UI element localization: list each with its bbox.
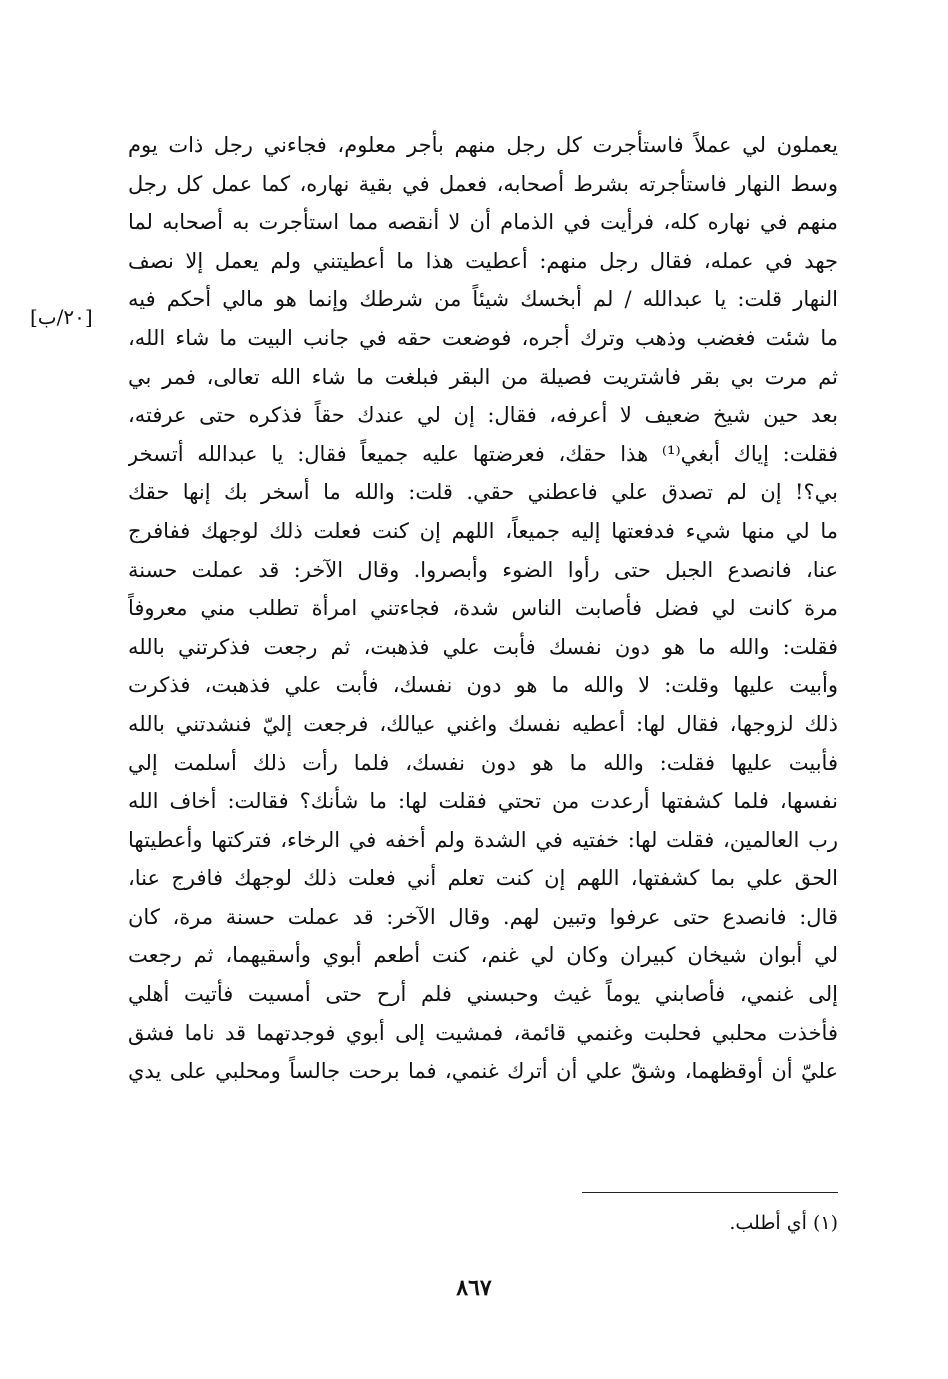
text-line: ما شئت فغضب وذهب وترك أجره، فوضعت حقه في جانب البيت ما شاء الله، bbox=[128, 325, 838, 350]
text-line: ذلك لزوجها، فقال لها: أعطيه نفسك واغني عيالك، فرجعت إليّ فنشدتني بالله bbox=[128, 711, 838, 736]
text-line: عنا، فانصدع الجبل حتى رأوا الضوء وأبصروا. وقال الآخر: قد عملت حسنة bbox=[128, 557, 838, 582]
text-line: وأبيت عليها وقلت: لا والله ما هو دون نفسك، فأبت علي فذهبت، فذكرت bbox=[128, 673, 838, 698]
footnote: (١) أي أطلب. bbox=[729, 1212, 838, 1234]
text-line: رب العالمين، فقلت لها: خفتيه في الشدة ولم أخفه في الرخاء، فتركتها وأعطيتها bbox=[128, 827, 838, 852]
text-line: فقلت: إياك أبغي⁽¹⁾ هذا حقك، فعرضتها عليه جميعاً فقال: يا عبدالله أتسخر bbox=[128, 441, 838, 466]
text-line: فقلت: والله ما هو دون نفسك فأبت علي فذهبت، ثم رجعت فذكرتني بالله bbox=[128, 634, 838, 659]
main-text-block bbox=[128, 126, 838, 1091]
text-line: عليّ أن أوقظهما، وشقّ علي أن أترك غنمي، فما برحت جالساً ومحلبي على يدي bbox=[128, 1059, 838, 1084]
text-line: فأخذت محلبي فحلبت وغنمي قائمة، فمشيت إلى أبوي فوجدتهما قد ناما فشق bbox=[128, 1020, 838, 1045]
text-line: مرة كانت لي فضل فأصابت الناس شدة، فجاءتني امرأة تطلب مني معروفاً bbox=[128, 596, 838, 621]
text-line: منهم في نهاره كله، فرأيت في الذمام أن لا أنقصه مما استأجرت به أصحابه لما bbox=[128, 210, 838, 235]
text-line: ما لي منها شيء فدفعتها إليه جميعاً، اللهم إن كنت فعلت ذلك لوجهك ففافرج bbox=[128, 518, 838, 543]
footnote-divider bbox=[582, 1192, 838, 1193]
text-line: وسط النهار فاستأجرته بشرط أصحابه، فعمل في بقية نهاره، كما عمل كل رجل bbox=[128, 171, 838, 196]
text-line: قال: فانصدع حتى عرفوا وتبين لهم. وقال الآخر: قد عملت حسنة مرة، كان bbox=[128, 904, 838, 929]
text-line: إلى غنمي، فأصابني يوماً غيث وحبسني فلم أرح حتى أمسيت فأتيت أهلي bbox=[128, 982, 838, 1007]
folio-margin-note: [٢٠/ب] bbox=[30, 305, 93, 329]
text-line: فأبيت عليها فقلت: والله ما هو دون نفسك، فلما رأت ذلك أسلمت إلي bbox=[128, 750, 838, 775]
page-number: ٨٦٧ bbox=[456, 1275, 492, 1301]
text-line: الحق علي بما كشفتها، اللهم إن كنت تعلم أني فعلت ذلك لوجهك فافرج عنا، bbox=[128, 866, 838, 891]
text-line: ثم مرت بي بقر فاشتريت فصيلة من البقر فبلغت ما شاء الله تعالى، فمر بي bbox=[128, 364, 838, 389]
text-line: لي أبوان شيخان كبيران وكان لي غنم، كنت أطعم أبوي وأسقيهما، ثم رجعت bbox=[128, 943, 838, 968]
text-line: النهار قلت: يا عبدالله / لم أبخسك شيئاً من شرطك وإنما هو مالي أحكم فيه bbox=[128, 287, 838, 312]
text-line: بعد حين شيخ ضعيف لا أعرفه، فقال: إن لي عندك حقاً فذكره حتى عرفته، bbox=[128, 403, 838, 428]
text-line: جهد في عمله، فقال رجل منهم: أعطيت هذا ما أعطيتني ولم يعمل إلا نصف bbox=[128, 248, 838, 273]
text-line: يعملون لي عملاً فاستأجرت كل رجل منهم بأجر معلوم، فجاءني رجل ذات يوم bbox=[128, 133, 838, 157]
text-line: نفسها، فلما كشفتها أرعدت من تحتي فقلت لها: ما شأنك؟ فقالت: أخاف الله bbox=[128, 789, 838, 814]
text-line: بي؟! إن لم تصدق علي فاعطني حقي. قلت: والله ما أسخر بك إنها حقك bbox=[128, 480, 838, 505]
